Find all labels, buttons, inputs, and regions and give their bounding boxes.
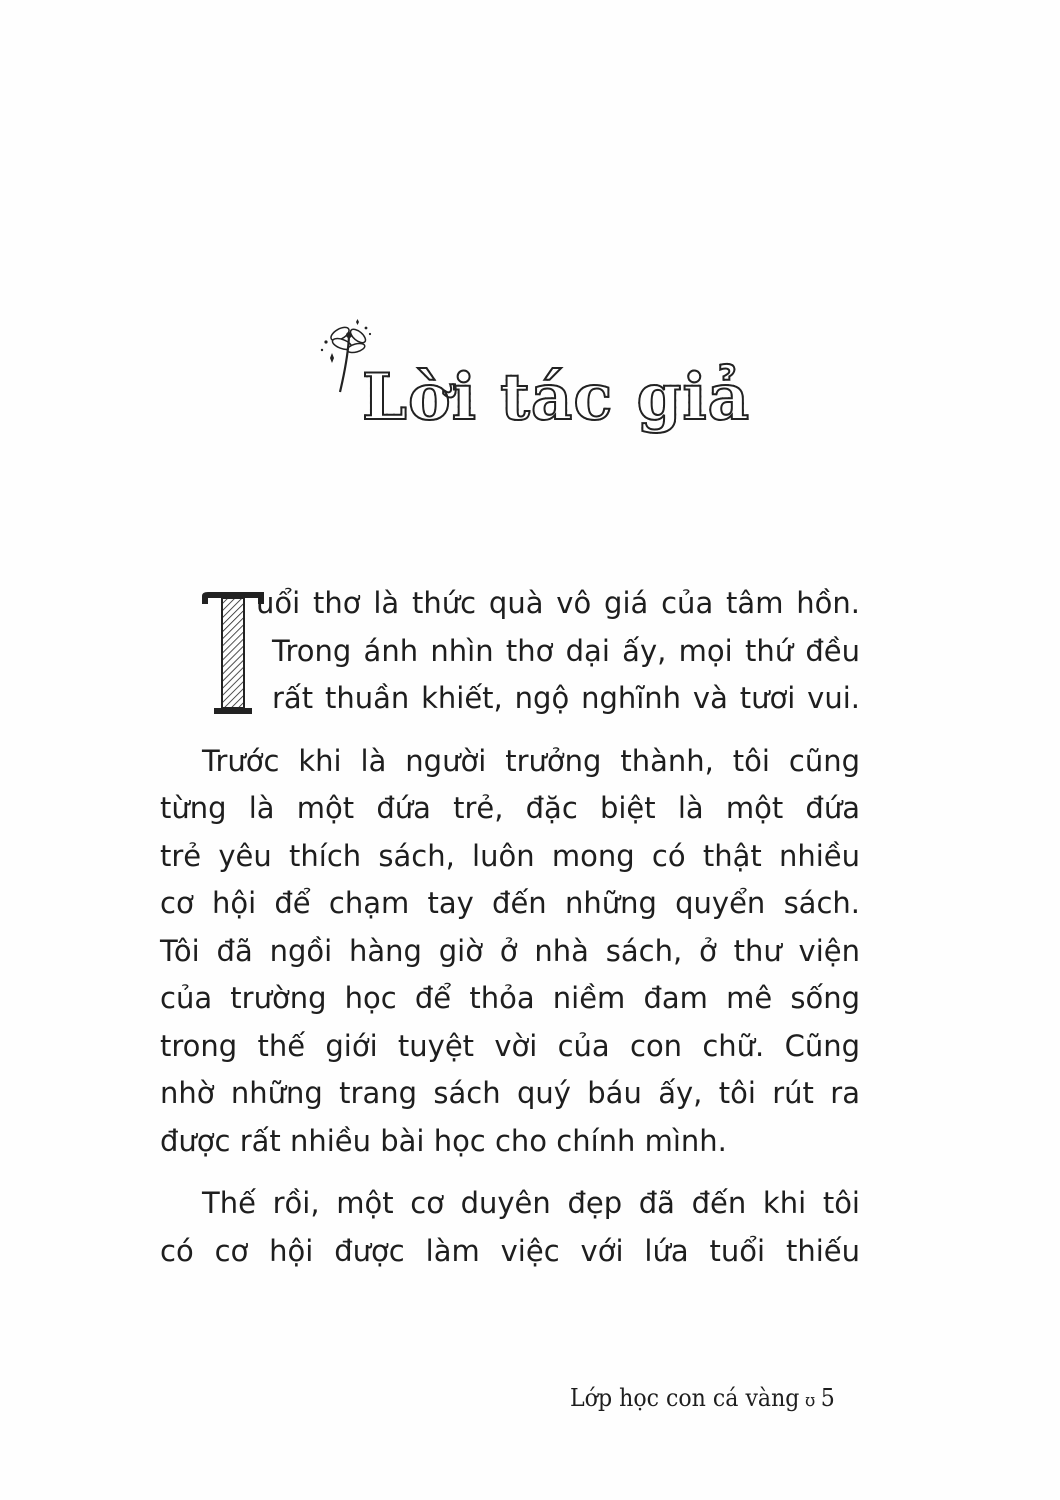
text-line: Trong ánh nhìn thơ dại ấy, mọi thứ đều <box>272 633 860 668</box>
book-title: Lớp học con cá vàng <box>570 1384 800 1412</box>
text-line: trong thế giới tuyệt vời của con chữ. Cũng <box>160 1028 860 1063</box>
text-line: từng là một đứa trẻ, đặc biệt là một đứa <box>160 791 860 825</box>
text-line: Tôi đã ngồi hàng giờ ở nhà sách, ở thư viện <box>160 933 860 968</box>
text-line: nhờ những trang sách quý báu ấy, tôi rút ra <box>160 1076 860 1110</box>
running-footer <box>570 1384 846 1412</box>
page-title: Lời tác giả <box>362 360 751 435</box>
text-line: Trước khi là người trưởng thành, tôi cũng <box>202 743 860 778</box>
footer-separator-icon: ʊ <box>804 1390 816 1411</box>
text-line: cơ hội để chạm tay đến những quyển sách. <box>160 886 860 920</box>
paragraph-2 <box>160 738 860 1166</box>
text-line: của trường học để thỏa niềm đam mê sống <box>160 981 860 1015</box>
text-line: được rất nhiều bài học cho chính mình. <box>160 1123 727 1158</box>
body-text <box>160 580 860 1275</box>
text-line: có cơ hội được làm việc với lứa tuổi thiếu <box>160 1233 860 1268</box>
text-line: rất thuần khiết, ngộ nghĩnh và tươi vui. <box>272 681 860 715</box>
text-line: uổi thơ là thức quà vô giá của tâm hồn. <box>256 586 860 620</box>
paragraph-1 <box>160 580 860 723</box>
chapter-heading <box>318 318 751 448</box>
paragraph-3 <box>160 1180 860 1275</box>
text-line: Thế rồi, một cơ duyên đẹp đã đến khi tôi <box>202 1186 860 1220</box>
page-number: 5 <box>820 1384 835 1412</box>
text-line: trẻ yêu thích sách, luôn mong có thật nhiều <box>160 838 860 873</box>
